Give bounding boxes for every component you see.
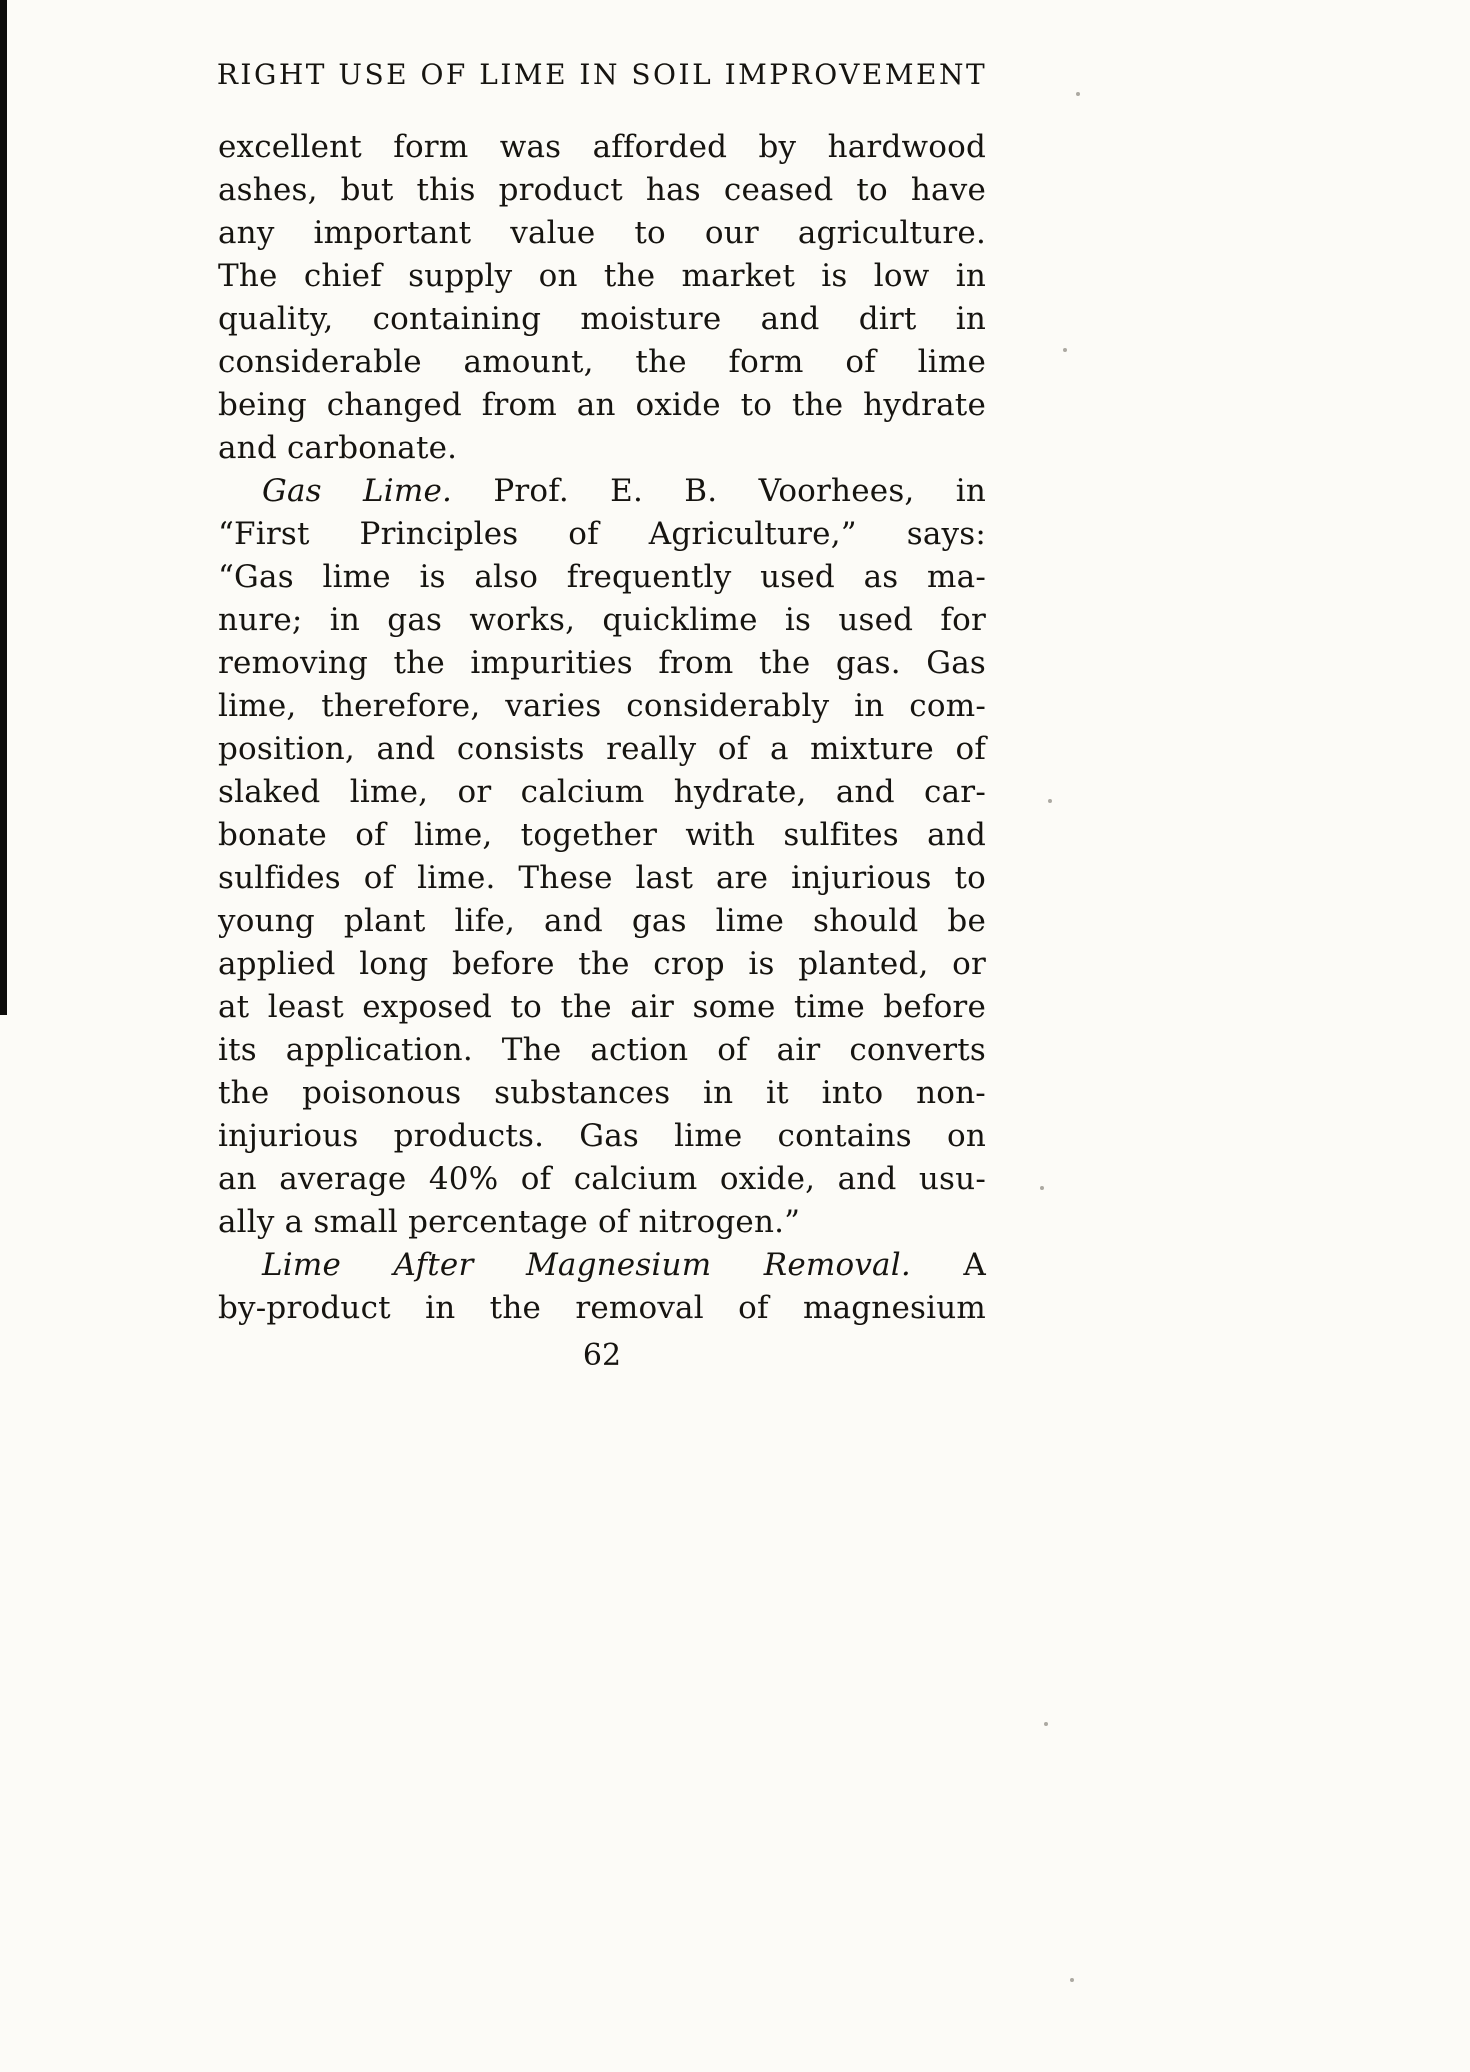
text-line [218, 1287, 986, 1330]
italic-lead: Lime After Magnesium Removal. [262, 1247, 911, 1283]
paragraph [218, 470, 986, 1244]
line-text: position, and consists really of a mixture of [218, 731, 986, 767]
text-line [218, 1029, 986, 1072]
line-text: bonate of lime, together with sulfites and [218, 817, 986, 853]
line-text: sulfides of lime. These last are injurious to [218, 860, 986, 896]
text-line [218, 771, 986, 814]
text-line [218, 728, 986, 771]
text-line [218, 126, 986, 169]
text-line [218, 384, 986, 427]
text-line [218, 255, 986, 298]
text-line [218, 556, 986, 599]
line-text: any important value to our agriculture. [218, 215, 986, 251]
scan-edge-artifact [0, 0, 7, 1015]
scan-speck [1063, 348, 1067, 352]
paragraph [218, 1244, 986, 1330]
italic-lead: Gas Lime. [262, 473, 453, 509]
scan-speck [1048, 799, 1052, 803]
line-text: “Gas lime is also frequently used as ma- [218, 559, 986, 595]
line-text: removing the impurities from the gas. Gas [218, 645, 986, 681]
line-text: its application. The action of air converts [218, 1032, 986, 1068]
line-text: considerable amount, the form of lime [218, 344, 986, 380]
line-text: injurious products. Gas lime contains on [218, 1118, 986, 1154]
text-line [218, 470, 986, 513]
line-text: Prof. E. B. Voorhees, in [493, 473, 987, 509]
line-text: and carbonate. [218, 430, 458, 466]
text-line [218, 1244, 986, 1287]
line-text: by-product in the removal of magnesium [218, 1290, 986, 1326]
running-header: RIGHT USE OF LIME IN SOIL IMPROVEMENT [216, 58, 988, 91]
text-line [218, 599, 986, 642]
line-text: excellent form was afforded by hardwood [218, 129, 986, 165]
text-line [218, 513, 986, 556]
line-text: A [963, 1247, 986, 1283]
line-text: lime, therefore, varies considerably in com- [218, 688, 986, 724]
line-text: “First Principles of Agriculture,” says: [218, 516, 986, 552]
text-line [218, 169, 986, 212]
text-line [218, 1115, 986, 1158]
text-line [218, 427, 986, 470]
text-line [218, 1158, 986, 1201]
text-line [218, 642, 986, 685]
text-line [218, 298, 986, 341]
text-line [218, 1072, 986, 1115]
line-text: quality, containing moisture and dirt in [218, 301, 986, 337]
line-text: at least exposed to the air some time before [218, 989, 986, 1025]
scan-speck [1070, 1978, 1074, 1982]
paragraph [218, 126, 986, 470]
text-line [218, 341, 986, 384]
line-text: an average 40% of calcium oxide, and usu- [218, 1161, 986, 1197]
scan-speck [1044, 1722, 1048, 1726]
text-line [218, 900, 986, 943]
text-block [218, 126, 986, 1330]
scan-speck [1076, 92, 1080, 96]
line-text: slaked lime, or calcium hydrate, and car- [218, 774, 986, 810]
text-line [218, 943, 986, 986]
text-line [218, 1201, 986, 1244]
line-text: The chief supply on the market is low in [218, 258, 986, 294]
text-line [218, 814, 986, 857]
line-text: the poisonous substances in it into non- [218, 1075, 986, 1111]
line-text: nure; in gas works, quicklime is used for [218, 602, 986, 638]
line-text: applied long before the crop is planted, or [218, 946, 986, 982]
line-text: being changed from an oxide to the hydrate [218, 387, 986, 423]
line-text: ashes, but this product has ceased to have [218, 172, 986, 208]
text-line [218, 212, 986, 255]
text-line [218, 685, 986, 728]
text-line [218, 857, 986, 900]
scan-speck [1040, 1186, 1044, 1190]
page-number: 62 [582, 1338, 622, 1373]
line-text: young plant life, and gas lime should be [218, 903, 986, 939]
line-text: ally a small percentage of nitrogen.” [218, 1204, 801, 1240]
text-line [218, 986, 986, 1029]
